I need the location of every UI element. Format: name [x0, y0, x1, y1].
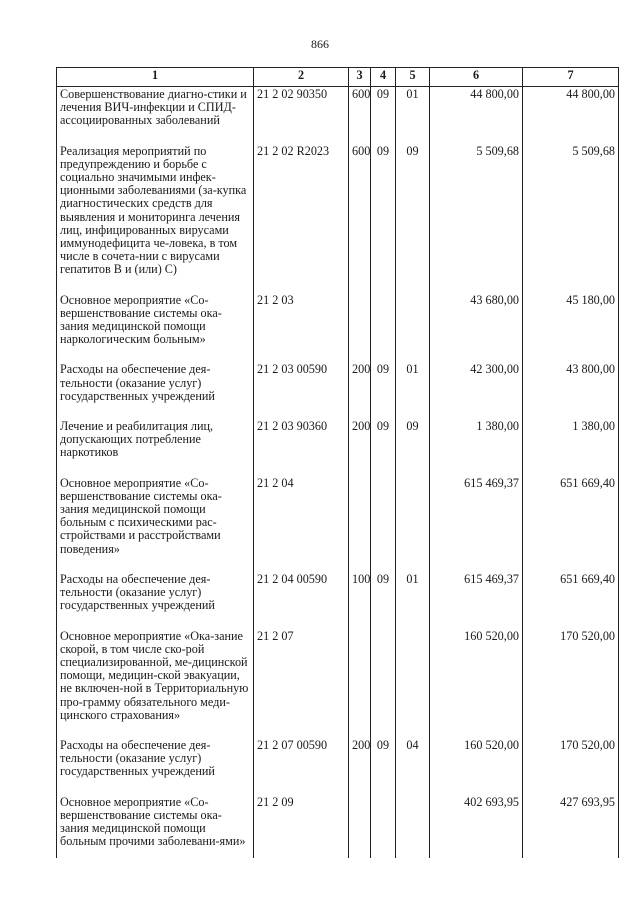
page-number: 866: [311, 37, 329, 51]
row-code: 21 2 04 00590: [254, 572, 349, 629]
row-col4: 09: [371, 572, 396, 629]
row-amount-6: 5 509,68: [430, 144, 523, 293]
row-amount-6: 43 680,00: [430, 293, 523, 363]
row-col3: [349, 795, 371, 859]
row-name: Расходы на обеспечение дея-тельности (оказание услуг) государственных учреждений: [57, 572, 254, 629]
row-amount-7: 651 669,40: [523, 572, 619, 629]
row-col4: 09: [371, 419, 396, 476]
row-col4: [371, 293, 396, 363]
row-amount-6: 44 800,00: [430, 87, 523, 144]
row-amount-7: 45 180,00: [523, 293, 619, 363]
row-col3: 200: [349, 362, 371, 419]
table-row: [57, 419, 619, 476]
row-code: 21 2 04: [254, 476, 349, 572]
row-amount-6: 1 380,00: [430, 419, 523, 476]
row-col3: [349, 629, 371, 738]
row-col4: 09: [371, 87, 396, 144]
row-name: Расходы на обеспечение дея-тельности (оказание услуг) государственных учреждений: [57, 738, 254, 795]
row-code: 21 2 07: [254, 629, 349, 738]
row-col5: 01: [396, 572, 430, 629]
column-header: 2: [254, 68, 349, 87]
row-col3: 600: [349, 144, 371, 293]
row-amount-6: 402 693,95: [430, 795, 523, 859]
row-col3: [349, 476, 371, 572]
row-code: 21 2 07 00590: [254, 738, 349, 795]
row-name: Реализация мероприятий по предупреждению и борьбе с социально значимыми инфек-ционными заболеваниями (за-купка диагностических средств для выявления и мониторинга лечения лиц, инфицированных вирусами иммунодефицита че-ловека, в том числе в сочета-нии с вирусами гепатитов В и (или) С): [57, 144, 254, 293]
row-name: Расходы на обеспечение дея-тельности (оказание услуг) государственных учреждений: [57, 362, 254, 419]
row-col5: 01: [396, 362, 430, 419]
row-code: 21 2 03 00590: [254, 362, 349, 419]
column-header: 1: [57, 68, 254, 87]
row-col5: [396, 629, 430, 738]
row-amount-7: 170 520,00: [523, 629, 619, 738]
row-col5: 09: [396, 419, 430, 476]
row-amount-7: 5 509,68: [523, 144, 619, 293]
row-name: Основное мероприятие «Со-вершенствование системы ока-зания медицинской помощи наркологическим больным»: [57, 293, 254, 363]
table-row: [57, 362, 619, 419]
row-col3: 100: [349, 572, 371, 629]
table-row: [57, 629, 619, 738]
column-header: 5: [396, 68, 430, 87]
row-amount-6: 160 520,00: [430, 738, 523, 795]
row-col4: 09: [371, 738, 396, 795]
row-amount-7: 170 520,00: [523, 738, 619, 795]
table-row: [57, 87, 619, 144]
row-amount-6: 160 520,00: [430, 629, 523, 738]
row-amount-6: 615 469,37: [430, 476, 523, 572]
row-col5: 09: [396, 144, 430, 293]
row-amount-6: 615 469,37: [430, 572, 523, 629]
column-header: 4: [371, 68, 396, 87]
row-name: Основное мероприятие «Со-вершенствование системы ока-зания медицинской помощи больным с психическими рас-стройствами и расстройствами поведения»: [57, 476, 254, 572]
row-amount-6: 42 300,00: [430, 362, 523, 419]
row-col5: 01: [396, 87, 430, 144]
row-amount-7: 651 669,40: [523, 476, 619, 572]
table-row: [57, 795, 619, 859]
table-row: [57, 144, 619, 293]
column-header: 3: [349, 68, 371, 87]
row-code: 21 2 09: [254, 795, 349, 859]
row-code: 21 2 02 90350: [254, 87, 349, 144]
row-code: 21 2 02 R2023: [254, 144, 349, 293]
row-col5: [396, 795, 430, 859]
row-col5: [396, 293, 430, 363]
row-amount-7: 427 693,95: [523, 795, 619, 859]
row-col4: [371, 629, 396, 738]
row-col5: 04: [396, 738, 430, 795]
row-amount-7: 44 800,00: [523, 87, 619, 144]
row-name: Лечение и реабилитация лиц, допускающих потребление наркотиков: [57, 419, 254, 476]
row-col3: [349, 293, 371, 363]
row-col5: [396, 476, 430, 572]
table-row: [57, 476, 619, 572]
row-col4: [371, 476, 396, 572]
row-code: 21 2 03: [254, 293, 349, 363]
row-col4: [371, 795, 396, 859]
table-header-row: [57, 68, 619, 87]
row-col3: 200: [349, 738, 371, 795]
row-name: Основное мероприятие «Со-вершенствование системы ока-зания медицинской помощи больным прочими заболевани-ями»: [57, 795, 254, 859]
row-col4: 09: [371, 362, 396, 419]
row-col3: 600: [349, 87, 371, 144]
column-header: 6: [430, 68, 523, 87]
row-col3: 200: [349, 419, 371, 476]
column-header: 7: [523, 68, 619, 87]
row-col4: 09: [371, 144, 396, 293]
row-code: 21 2 03 90360: [254, 419, 349, 476]
table-row: [57, 738, 619, 795]
row-name: Совершенствование диагно-стики и лечения ВИЧ-инфекции и СПИД-ассоциированных заболеваний: [57, 87, 254, 144]
row-amount-7: 1 380,00: [523, 419, 619, 476]
row-amount-7: 43 800,00: [523, 362, 619, 419]
table-row: [57, 293, 619, 363]
row-name: Основное мероприятие «Ока-зание скорой, в том числе ско-рой специализированной, ме-дицинской помощи, медицин-ской эвакуации, не включен-ной в Территориальную про-грамму обязательного меди-цинского страхования»: [57, 629, 254, 738]
table-row: [57, 572, 619, 629]
budget-table: [56, 67, 619, 858]
